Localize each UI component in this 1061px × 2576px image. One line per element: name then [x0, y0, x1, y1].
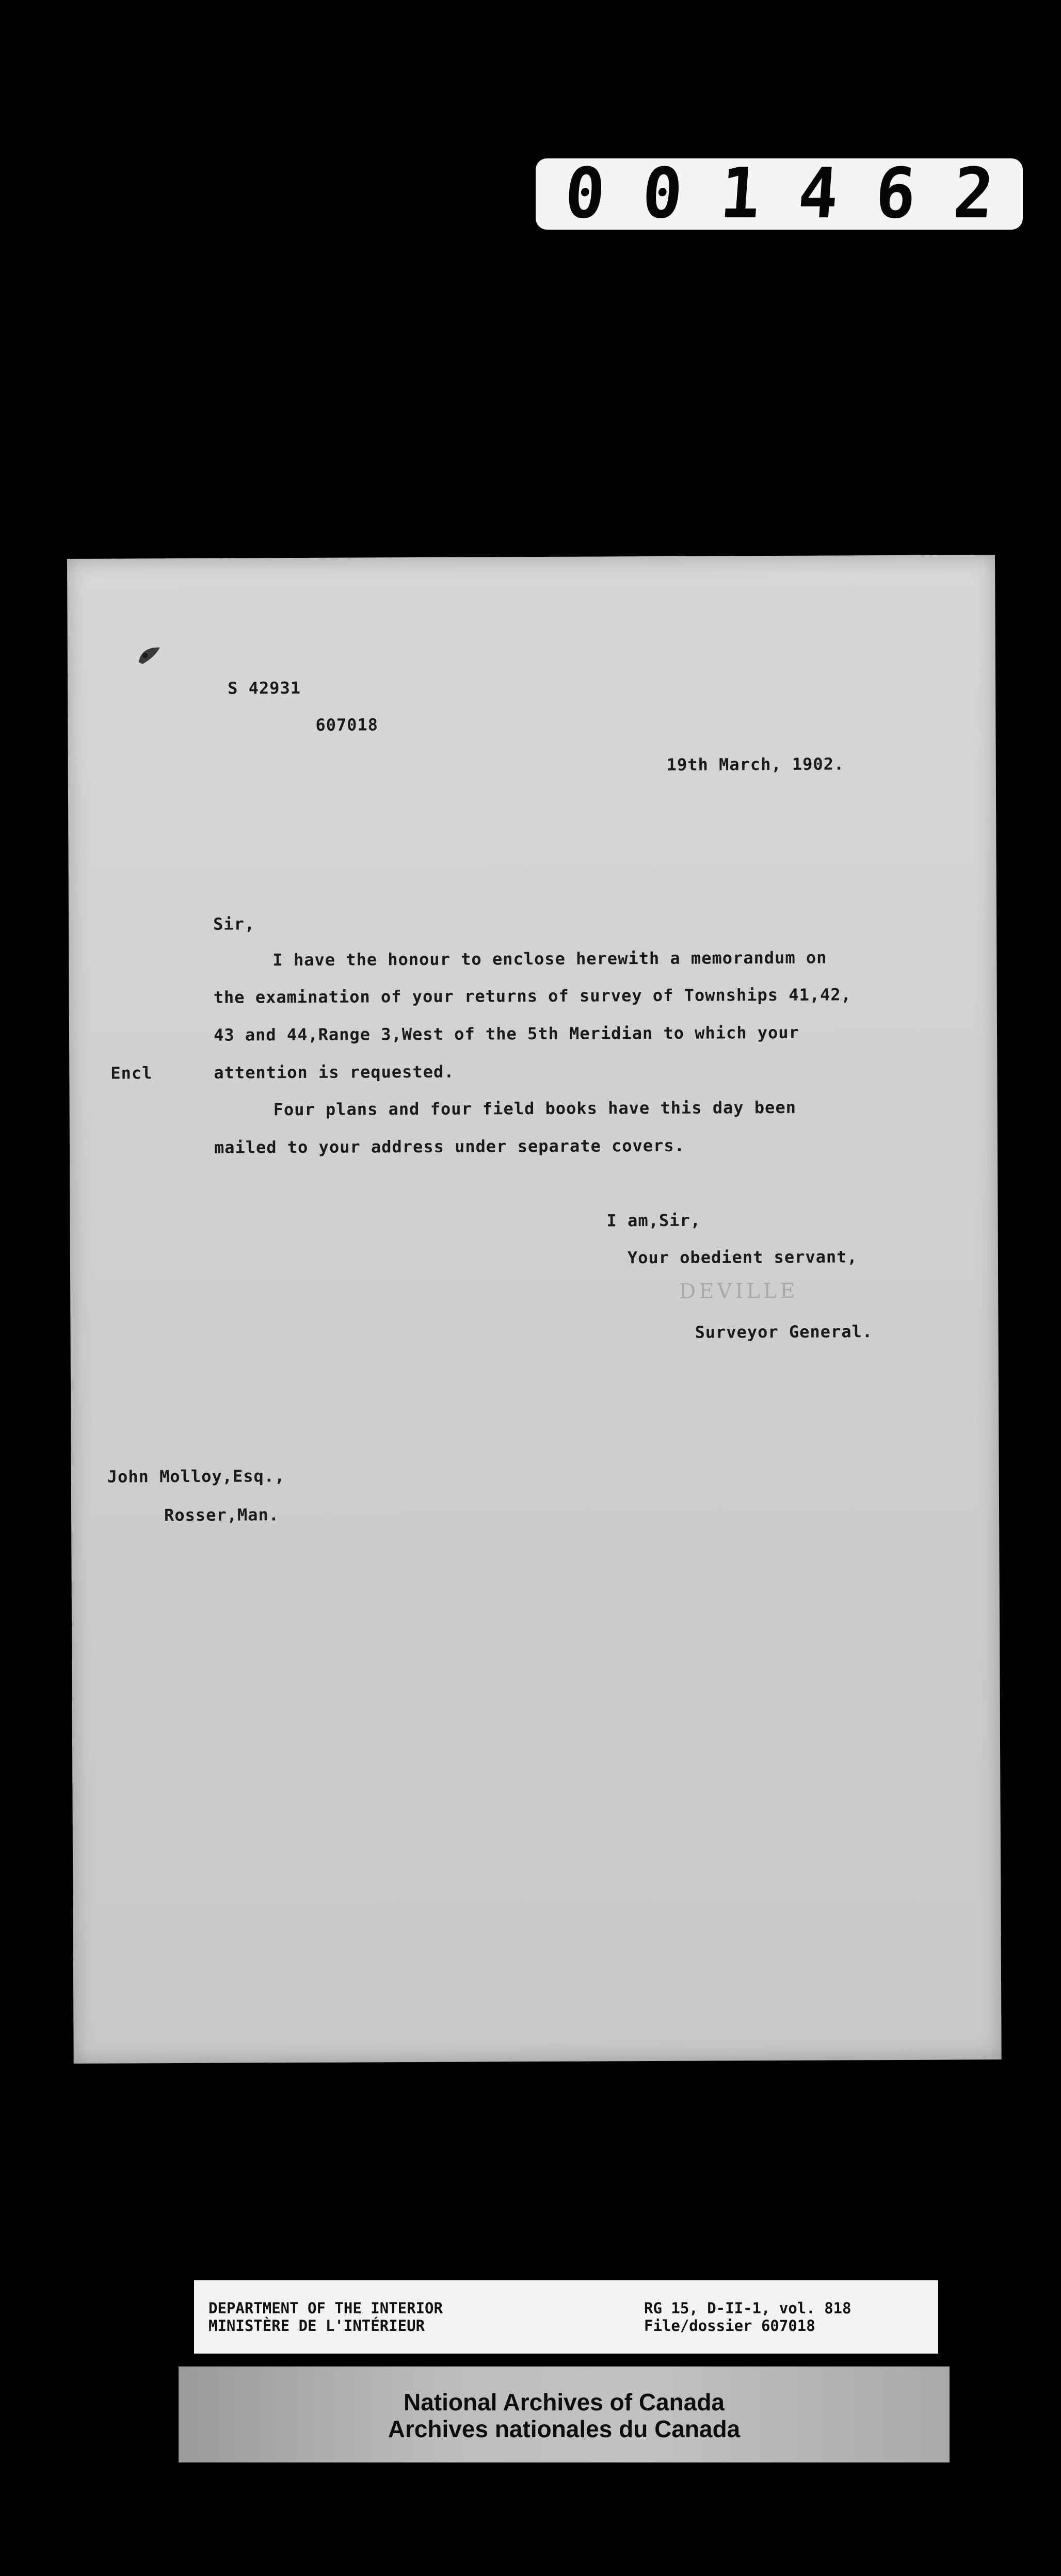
frame-digit: 1	[717, 153, 763, 234]
salutation: Sir,	[213, 914, 255, 934]
closing-servant: Your obedient servant,	[627, 1247, 858, 1268]
body-line: 43 and 44,Range 3,West of the 5th Meridian to which your	[213, 1022, 799, 1045]
signature-stamp: DEVILLE	[679, 1279, 798, 1303]
department-french: MINISTÈRE DE L'INTÉRIEUR	[208, 2317, 425, 2335]
body-line: I have the honour to enclose herewith a memorandum on	[272, 947, 827, 970]
file-reference: S 42931	[228, 678, 301, 698]
record-group: RG 15, D-II-1, vol. 818	[644, 2299, 851, 2317]
file-number: 607018	[315, 715, 379, 735]
frame-digit: 2	[951, 153, 996, 234]
archives-name-english: National Archives of Canada	[403, 2389, 725, 2416]
frame-number-label	[536, 153, 1023, 234]
letter-page	[67, 555, 1002, 2064]
body-line: the examination of your returns of survey of Townships 41,42,	[213, 985, 851, 1007]
enclosure-note: Encl	[110, 1063, 153, 1083]
archives-name-french: Archives nationales du Canada	[388, 2416, 741, 2442]
file-dossier: File/dossier 607018	[644, 2317, 815, 2335]
frame-digit: 0	[562, 153, 608, 234]
recipient-place: Rosser,Man.	[164, 1505, 280, 1525]
closing: I am,Sir,	[606, 1210, 701, 1231]
paper-mark-icon	[132, 639, 168, 669]
body-line: Four plans and four field books have this day been	[273, 1097, 797, 1120]
signature-title: Surveyor General.	[695, 1322, 873, 1342]
body-line: mailed to your address under separate covers.	[214, 1135, 685, 1157]
archive-reference-box	[194, 2280, 938, 2354]
frame-digit: 6	[873, 153, 919, 234]
recipient-name: John Molloy,Esq.,	[107, 1466, 285, 1487]
archives-banner	[179, 2366, 950, 2462]
body-line: attention is requested.	[214, 1061, 455, 1083]
frame-digit: 4	[795, 153, 841, 234]
frame-digit: 0	[640, 153, 686, 234]
letter-date: 19th March, 1902.	[666, 754, 845, 775]
department-english: DEPARTMENT OF THE INTERIOR	[208, 2299, 443, 2317]
